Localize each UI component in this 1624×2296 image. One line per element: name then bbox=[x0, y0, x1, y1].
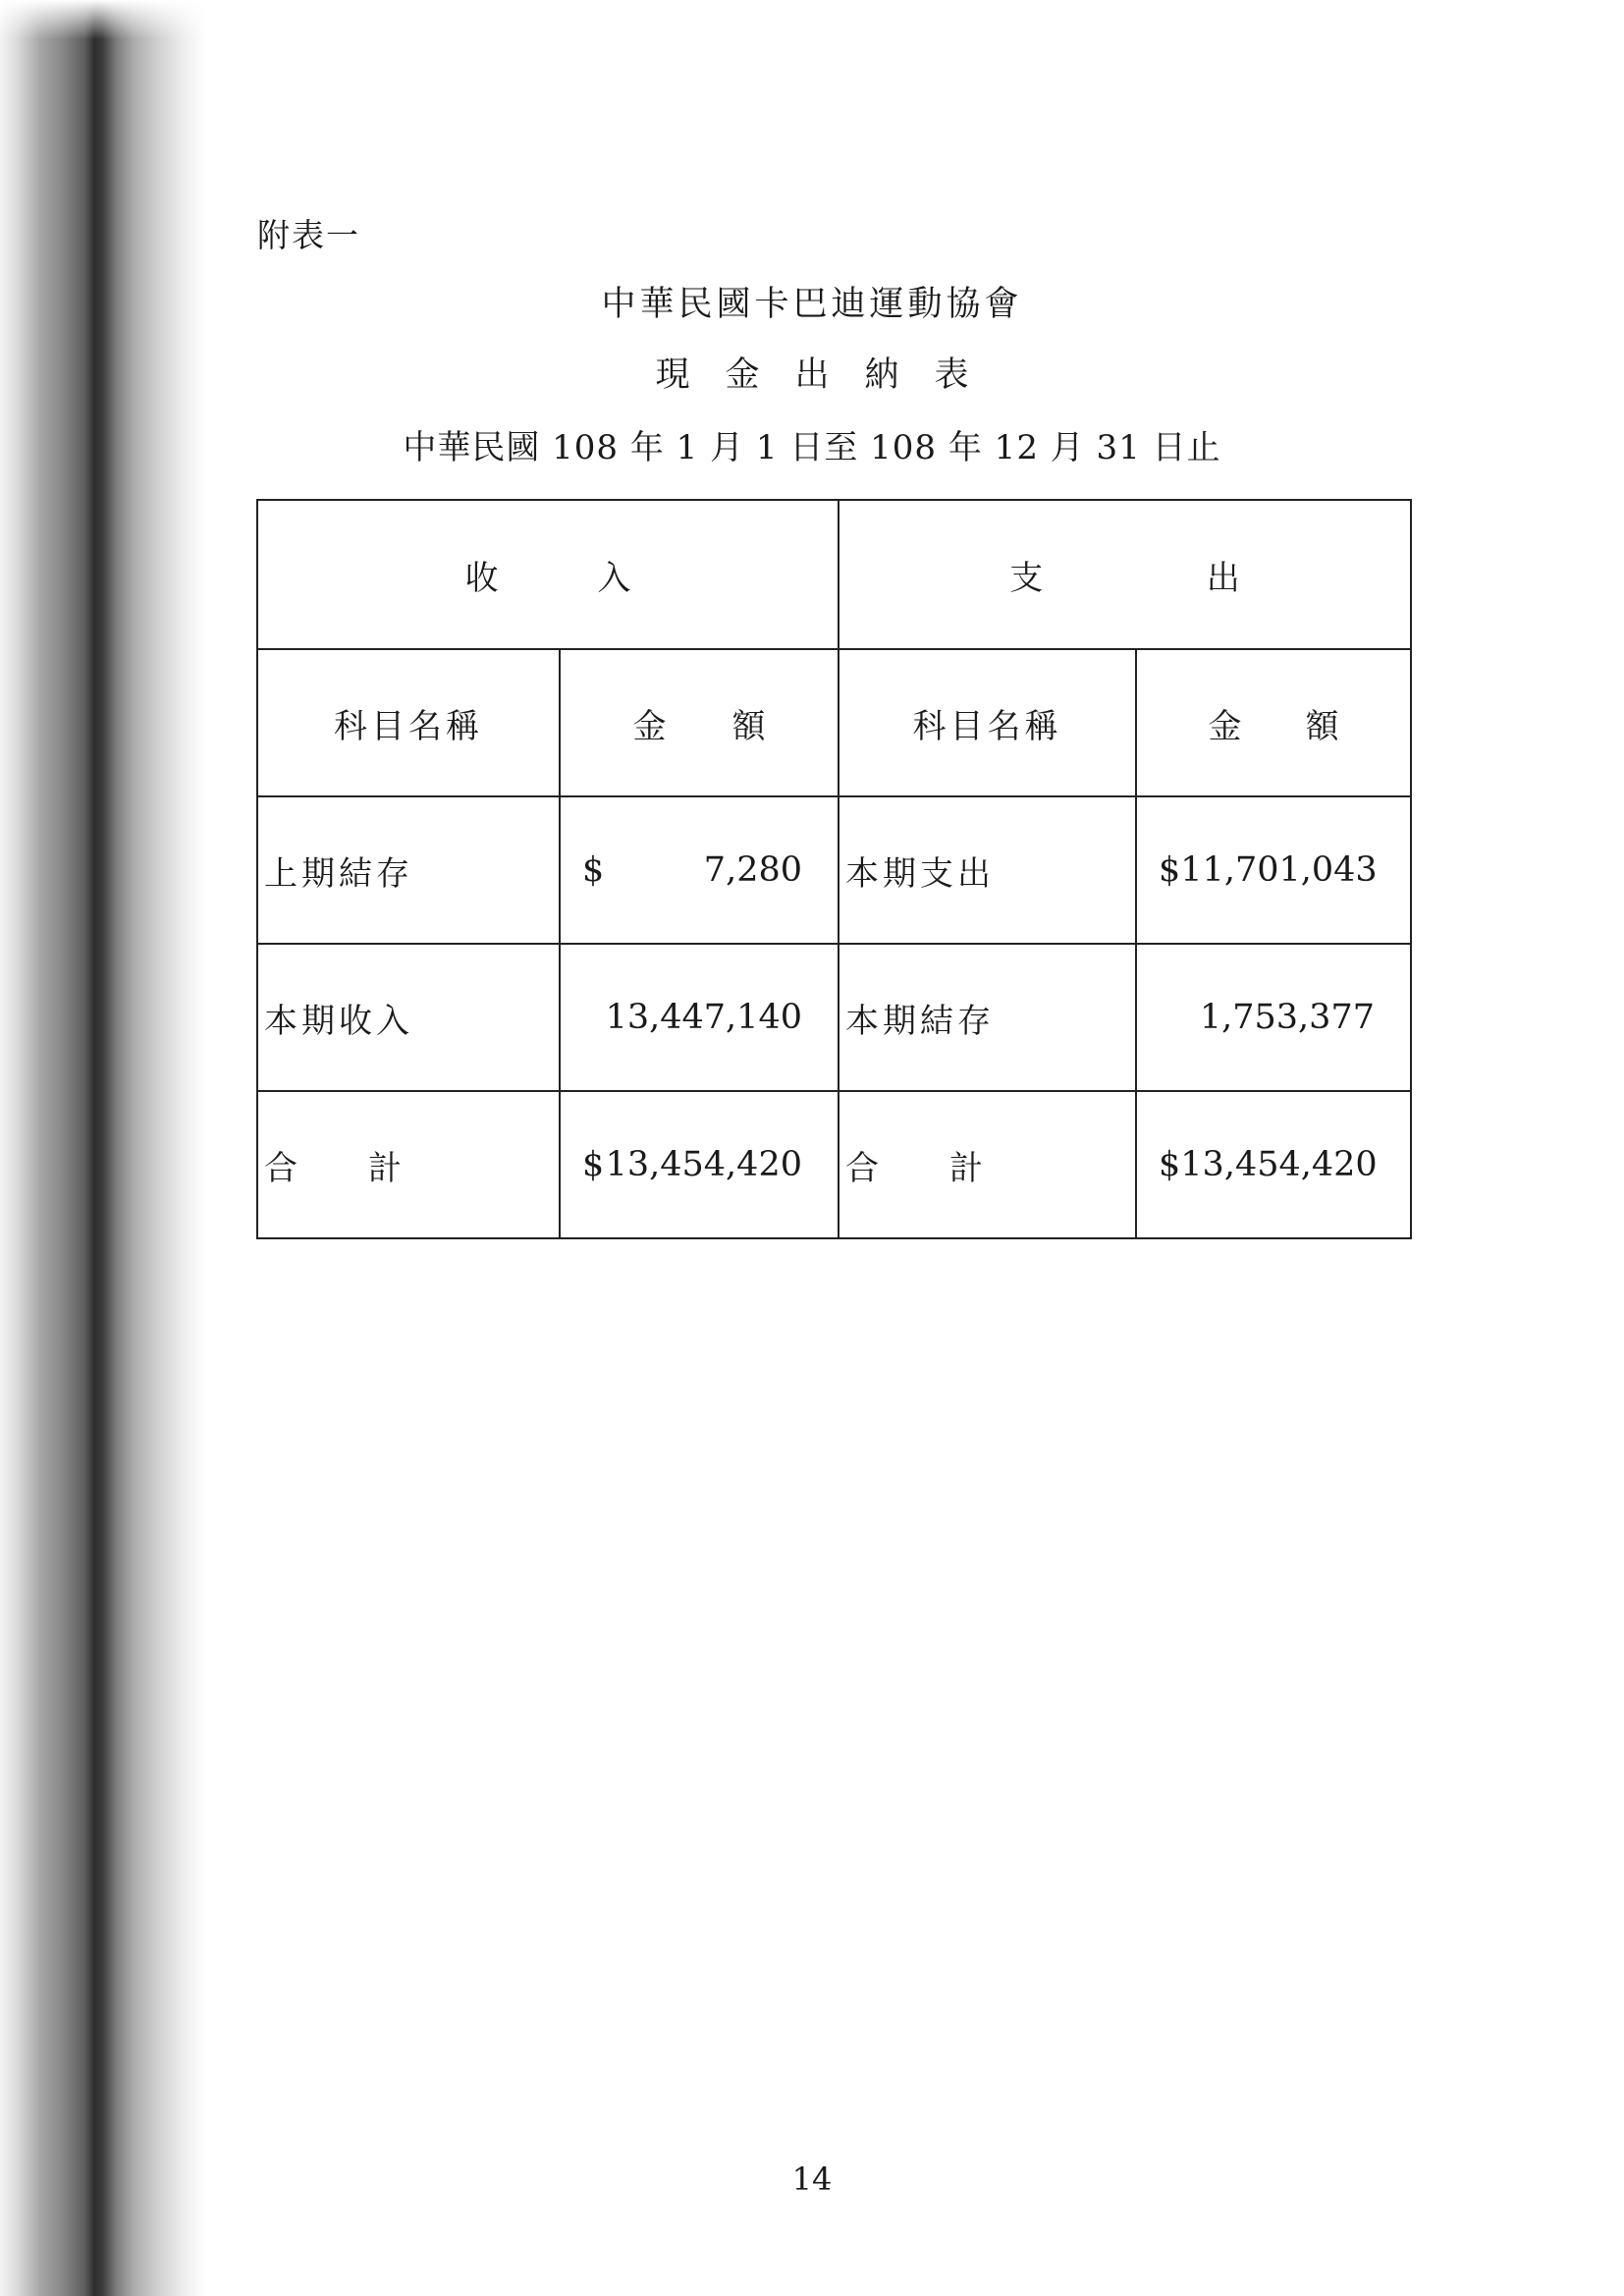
income-item-column-header: 科目名稱 bbox=[257, 649, 560, 796]
expense-item-cell: 本期結存 bbox=[839, 944, 1136, 1091]
page-number: 14 bbox=[791, 2160, 833, 2198]
annex-label: 附表一 bbox=[257, 216, 360, 254]
expense-item-cell: 本期支出 bbox=[839, 796, 1136, 944]
currency-symbol: $ bbox=[1159, 1145, 1181, 1184]
income-item-cell bbox=[257, 1091, 560, 1238]
income-item-cell: 上期結存 bbox=[257, 796, 560, 944]
expense-item-cell bbox=[839, 1091, 1136, 1238]
currency-symbol: $ bbox=[1159, 850, 1181, 890]
expense-amount-value: 11,701,043 bbox=[1180, 850, 1378, 890]
expense-amount-cell bbox=[1136, 796, 1411, 944]
income-header-char-1: 收 bbox=[464, 558, 499, 598]
table-row-total bbox=[257, 1091, 1411, 1238]
income-amount-cell bbox=[560, 1091, 839, 1238]
expense-header-char-2: 出 bbox=[1206, 558, 1240, 598]
total-label-char-1: 合 bbox=[845, 1148, 879, 1188]
expense-amount-column-header bbox=[1136, 649, 1411, 796]
expense-amount-value: 13,454,420 bbox=[1180, 1145, 1378, 1184]
total-label-char-1: 合 bbox=[264, 1148, 298, 1188]
income-item-cell: 本期收入 bbox=[257, 944, 560, 1091]
cash-statement-table bbox=[256, 499, 1412, 1239]
income-amount-value: 13,447,140 bbox=[605, 998, 802, 1037]
amount-header-char-1: 金 bbox=[1208, 706, 1242, 746]
expense-amount-cell bbox=[1136, 1091, 1411, 1238]
expense-item-column-header: 科目名稱 bbox=[839, 649, 1136, 796]
income-amount-value: 7,280 bbox=[703, 850, 802, 890]
income-section-header bbox=[257, 500, 839, 649]
amount-header-char-2: 額 bbox=[731, 706, 766, 746]
income-header-char-2: 入 bbox=[597, 558, 631, 598]
currency-symbol: $ bbox=[582, 1145, 605, 1184]
currency-symbol: $ bbox=[582, 850, 605, 890]
report-period: 中華民國 108 年 1 月 1 日至 108 年 12 月 31 日止 bbox=[403, 428, 1221, 467]
income-amount-cell bbox=[560, 796, 839, 944]
table-row bbox=[257, 796, 1411, 944]
column-header-row bbox=[257, 649, 1411, 796]
organization-title: 中華民國卡巴迪運動協會 bbox=[601, 285, 1023, 324]
income-amount-cell bbox=[560, 944, 839, 1091]
total-label-char-2: 計 bbox=[949, 1148, 983, 1188]
report-title: 現金出納表 bbox=[655, 355, 1004, 395]
scan-binding-fade bbox=[0, 0, 216, 39]
scan-binding-shadow bbox=[0, 0, 206, 2296]
amount-header-char-2: 額 bbox=[1305, 706, 1339, 746]
table-row bbox=[257, 944, 1411, 1091]
income-amount-value: 13,454,420 bbox=[605, 1145, 802, 1184]
expense-amount-value: 1,753,377 bbox=[1199, 998, 1375, 1037]
expense-amount-cell bbox=[1136, 944, 1411, 1091]
expense-header-char-1: 支 bbox=[1009, 558, 1044, 598]
total-label-char-2: 計 bbox=[368, 1148, 402, 1188]
expense-section-header bbox=[839, 500, 1411, 649]
section-header-row bbox=[257, 500, 1411, 649]
amount-header-char-1: 金 bbox=[632, 706, 667, 746]
income-amount-column-header bbox=[560, 649, 839, 796]
